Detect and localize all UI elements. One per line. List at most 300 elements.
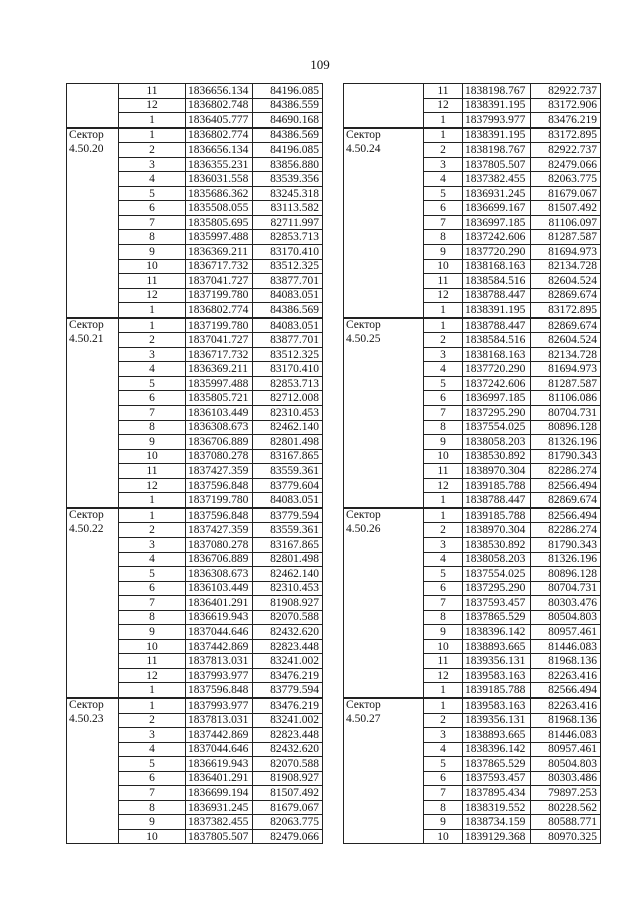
x-coordinate: 1837720.290: [463, 245, 531, 260]
point-number: 11: [119, 84, 186, 99]
point-number: 10: [119, 449, 186, 464]
y-coordinate: 82462.140: [253, 567, 323, 582]
point-number: 8: [424, 230, 463, 245]
table-row: [344, 815, 601, 830]
x-coordinate: 1837199.780: [186, 318, 253, 333]
x-coordinate: 1836401.291: [186, 596, 253, 611]
point-number: 12: [119, 98, 186, 113]
table-row: [67, 639, 323, 654]
x-coordinate: 1837593.457: [463, 596, 531, 611]
sector-number: 4.50.27: [346, 713, 381, 726]
y-coordinate: 83476.219: [253, 668, 323, 683]
table-row: [67, 449, 323, 464]
x-coordinate: 1836997.185: [463, 391, 531, 406]
x-coordinate: 1836802.774: [186, 303, 253, 318]
y-coordinate: 82712.008: [253, 391, 323, 406]
y-coordinate: 82063.775: [531, 172, 601, 187]
point-number: 4: [119, 362, 186, 377]
point-number: 1: [119, 303, 186, 318]
point-number: 3: [424, 157, 463, 172]
table-row: [67, 786, 323, 801]
x-coordinate: 1838530.892: [463, 537, 531, 552]
point-number: 1: [424, 698, 463, 713]
y-coordinate: 81790.343: [531, 449, 601, 464]
y-coordinate: 83512.325: [253, 259, 323, 274]
x-coordinate: 1836619.943: [186, 757, 253, 772]
y-coordinate: 83476.219: [531, 113, 601, 128]
y-coordinate: 84690.168: [253, 113, 323, 128]
y-coordinate: 82479.066: [253, 829, 323, 844]
y-coordinate: 82853.713: [253, 376, 323, 391]
point-number: 12: [119, 288, 186, 303]
y-coordinate: 80588.771: [531, 815, 601, 830]
table-row: [67, 815, 323, 830]
y-coordinate: 82869.674: [531, 318, 601, 333]
x-coordinate: 1839185.788: [463, 478, 531, 493]
x-coordinate: 1837805.507: [186, 829, 253, 844]
y-coordinate: 83245.318: [253, 186, 323, 201]
x-coordinate: 1837442.869: [186, 728, 253, 743]
table-row: [344, 654, 601, 669]
y-coordinate: 83170.410: [253, 245, 323, 260]
x-coordinate: 1836656.134: [186, 143, 253, 158]
table-row: [67, 215, 323, 230]
x-coordinate: 1838396.142: [463, 625, 531, 640]
y-coordinate: 79897.253: [531, 786, 601, 801]
table-row: [67, 274, 323, 289]
x-coordinate: 1837041.727: [186, 333, 253, 348]
point-number: 6: [424, 391, 463, 406]
table-row: [344, 668, 601, 683]
point-number: 1: [424, 128, 463, 143]
y-coordinate: 83167.865: [253, 537, 323, 552]
table-row: [67, 610, 323, 625]
point-number: 2: [424, 333, 463, 348]
y-coordinate: 82134.728: [531, 259, 601, 274]
y-coordinate: 82869.674: [531, 493, 601, 508]
y-coordinate: 81908.927: [253, 596, 323, 611]
point-number: 11: [424, 464, 463, 479]
x-coordinate: 1835508.055: [186, 201, 253, 216]
x-coordinate: 1837865.529: [463, 610, 531, 625]
coordinates-table-left: [66, 83, 323, 844]
table-row: [344, 523, 601, 538]
y-coordinate: 81679.067: [253, 800, 323, 815]
point-number: 6: [119, 771, 186, 786]
table-row: [344, 318, 601, 333]
x-coordinate: 1837442.869: [186, 639, 253, 654]
x-coordinate: 1837382.455: [186, 815, 253, 830]
y-coordinate: 82922.737: [531, 143, 601, 158]
table-row: [344, 728, 601, 743]
point-number: 4: [424, 742, 463, 757]
x-coordinate: 1835805.695: [186, 215, 253, 230]
sector-number: 4.50.24: [346, 142, 381, 155]
table-row: [67, 288, 323, 303]
sector-number: 4.50.21: [69, 332, 104, 345]
point-number: 1: [424, 303, 463, 318]
table-row: [67, 668, 323, 683]
table-row: [344, 406, 601, 421]
point-number: 9: [424, 435, 463, 450]
point-number: 4: [119, 552, 186, 567]
x-coordinate: 1837865.529: [463, 757, 531, 772]
x-coordinate: 1837596.848: [186, 478, 253, 493]
point-number: 10: [424, 449, 463, 464]
x-coordinate: 1837554.025: [463, 567, 531, 582]
point-number: 8: [119, 800, 186, 815]
table-row: [67, 581, 323, 596]
y-coordinate: 83241.002: [253, 713, 323, 728]
y-coordinate: 82479.066: [531, 157, 601, 172]
y-coordinate: 82310.453: [253, 406, 323, 421]
y-coordinate: 84083.051: [253, 493, 323, 508]
point-number: 1: [424, 318, 463, 333]
y-coordinate: 82432.620: [253, 625, 323, 640]
table-row: [344, 552, 601, 567]
table-row: [344, 449, 601, 464]
x-coordinate: 1838198.767: [463, 143, 531, 158]
point-number: 1: [119, 493, 186, 508]
x-coordinate: 1839129.368: [463, 829, 531, 844]
y-coordinate: 84386.559: [253, 98, 323, 113]
point-number: 3: [424, 347, 463, 362]
point-number: 7: [119, 596, 186, 611]
table-row: [67, 157, 323, 172]
point-number: 4: [424, 172, 463, 187]
table-row: [344, 128, 601, 143]
y-coordinate: 82134.728: [531, 347, 601, 362]
x-coordinate: 1836369.211: [186, 362, 253, 377]
point-number: 5: [119, 376, 186, 391]
table-row: [67, 376, 323, 391]
x-coordinate: 1837044.646: [186, 625, 253, 640]
y-coordinate: 82566.494: [531, 683, 601, 698]
x-coordinate: 1836802.774: [186, 128, 253, 143]
y-coordinate: 82801.498: [253, 552, 323, 567]
y-coordinate: 80303.476: [531, 596, 601, 611]
x-coordinate: 1838970.304: [463, 523, 531, 538]
y-coordinate: 81446.083: [531, 728, 601, 743]
y-coordinate: 82853.713: [253, 230, 323, 245]
x-coordinate: 1837593.457: [463, 771, 531, 786]
table-row: [67, 742, 323, 757]
sector-number: 4.50.26: [346, 522, 381, 535]
x-coordinate: 1837554.025: [463, 420, 531, 435]
x-coordinate: 1837993.977: [186, 668, 253, 683]
y-coordinate: 82462.140: [253, 420, 323, 435]
y-coordinate: 81694.973: [531, 362, 601, 377]
table-row: [344, 215, 601, 230]
point-number: 9: [119, 625, 186, 640]
table-row: [67, 435, 323, 450]
table-row: [344, 303, 601, 318]
point-number: 5: [119, 757, 186, 772]
point-number: 6: [424, 581, 463, 596]
x-coordinate: 1838788.447: [463, 288, 531, 303]
x-coordinate: 1836355.231: [186, 157, 253, 172]
x-coordinate: 1839185.788: [463, 508, 531, 523]
y-coordinate: 84196.085: [253, 84, 323, 99]
table-row: [67, 523, 323, 538]
point-number: 2: [424, 523, 463, 538]
x-coordinate: 1838970.304: [463, 464, 531, 479]
x-coordinate: 1838788.447: [463, 493, 531, 508]
x-coordinate: 1836997.185: [463, 215, 531, 230]
table-row: [344, 567, 601, 582]
point-number: 3: [119, 347, 186, 362]
table-row: [344, 639, 601, 654]
x-coordinate: 1839583.163: [463, 668, 531, 683]
table-row: [67, 728, 323, 743]
y-coordinate: 83172.895: [531, 303, 601, 318]
point-number: 7: [119, 406, 186, 421]
table-row: [344, 493, 601, 508]
y-coordinate: 80957.461: [531, 742, 601, 757]
x-coordinate: 1836103.449: [186, 581, 253, 596]
y-coordinate: 81968.136: [531, 654, 601, 669]
x-coordinate: 1837993.977: [186, 698, 253, 713]
point-number: 7: [424, 215, 463, 230]
table-row: [344, 698, 601, 713]
y-coordinate: 82566.494: [531, 478, 601, 493]
y-coordinate: 81507.492: [253, 786, 323, 801]
y-coordinate: 82263.416: [531, 698, 601, 713]
y-coordinate: 83172.906: [531, 98, 601, 113]
table-row: [344, 98, 601, 113]
table-row: [67, 420, 323, 435]
x-coordinate: 1837382.455: [463, 172, 531, 187]
y-coordinate: 82070.588: [253, 757, 323, 772]
table-row: [67, 98, 323, 113]
table-row: [344, 376, 601, 391]
y-coordinate: 83539.356: [253, 172, 323, 187]
y-coordinate: 81287.587: [531, 230, 601, 245]
table-row: [344, 84, 601, 99]
x-coordinate: 1839356.131: [463, 713, 531, 728]
point-number: 6: [119, 391, 186, 406]
point-number: 9: [119, 435, 186, 450]
x-coordinate: 1837720.290: [463, 362, 531, 377]
point-number: 5: [119, 567, 186, 582]
y-coordinate: 84083.051: [253, 318, 323, 333]
table-row: [67, 464, 323, 479]
y-coordinate: 83476.219: [253, 698, 323, 713]
y-coordinate: 81694.973: [531, 245, 601, 260]
y-coordinate: 82711.997: [253, 215, 323, 230]
x-coordinate: 1838058.203: [463, 552, 531, 567]
table-row: [344, 347, 601, 362]
table-row: [344, 230, 601, 245]
y-coordinate: 83170.410: [253, 362, 323, 377]
point-number: 8: [424, 420, 463, 435]
table-row: [67, 552, 323, 567]
y-coordinate: 80303.486: [531, 771, 601, 786]
point-number: 10: [119, 829, 186, 844]
table-row: [67, 128, 323, 143]
point-number: 9: [119, 815, 186, 830]
x-coordinate: 1838788.447: [463, 318, 531, 333]
point-number: 9: [424, 245, 463, 260]
point-number: 11: [424, 274, 463, 289]
point-number: 7: [424, 596, 463, 611]
x-coordinate: 1838391.195: [463, 128, 531, 143]
table-row: [67, 508, 323, 523]
table-row: [344, 596, 601, 611]
sector-label: Сектор: [346, 698, 381, 711]
y-coordinate: 83779.594: [253, 508, 323, 523]
x-coordinate: 1837080.278: [186, 537, 253, 552]
y-coordinate: 82263.416: [531, 668, 601, 683]
table-row: [344, 771, 601, 786]
point-number: 3: [119, 537, 186, 552]
x-coordinate: 1838391.195: [463, 303, 531, 318]
x-coordinate: 1838168.163: [463, 347, 531, 362]
table-row: [67, 698, 323, 713]
y-coordinate: 83559.361: [253, 523, 323, 538]
point-number: 1: [424, 493, 463, 508]
coordinates-table-right: [343, 83, 601, 844]
table-row: [344, 508, 601, 523]
table-row: [67, 230, 323, 245]
table-row: [67, 406, 323, 421]
x-coordinate: 1836717.732: [186, 259, 253, 274]
point-number: 9: [424, 625, 463, 640]
x-coordinate: 1837242.606: [463, 376, 531, 391]
table-row: [67, 757, 323, 772]
sector-number: 4.50.20: [69, 142, 104, 155]
x-coordinate: 1836699.194: [186, 786, 253, 801]
table-row: [344, 435, 601, 450]
table-row: [67, 829, 323, 844]
table-row: [67, 537, 323, 552]
y-coordinate: 82604.524: [531, 274, 601, 289]
table-row: [67, 654, 323, 669]
point-number: 4: [424, 552, 463, 567]
x-coordinate: 1837993.977: [463, 113, 531, 128]
point-number: 12: [424, 668, 463, 683]
point-number: 3: [119, 728, 186, 743]
y-coordinate: 83167.865: [253, 449, 323, 464]
x-coordinate: 1837596.848: [186, 683, 253, 698]
y-coordinate: 83512.325: [253, 347, 323, 362]
y-coordinate: 83877.701: [253, 333, 323, 348]
y-coordinate: 81106.097: [531, 215, 601, 230]
table-row: [67, 201, 323, 216]
sector-number: 4.50.23: [69, 713, 104, 726]
table-row: [67, 347, 323, 362]
point-number: 6: [119, 581, 186, 596]
table-row: [344, 713, 601, 728]
y-coordinate: 83779.594: [253, 683, 323, 698]
x-coordinate: 1836619.943: [186, 610, 253, 625]
x-coordinate: 1837041.727: [186, 274, 253, 289]
point-number: 5: [119, 186, 186, 201]
point-number: 5: [424, 186, 463, 201]
table-row: [67, 143, 323, 158]
point-number: 8: [119, 230, 186, 245]
x-coordinate: 1836717.732: [186, 347, 253, 362]
x-coordinate: 1839185.788: [463, 683, 531, 698]
point-number: 4: [119, 172, 186, 187]
table-row: [344, 581, 601, 596]
y-coordinate: 82070.588: [253, 610, 323, 625]
point-number: 2: [119, 713, 186, 728]
sector-number: 4.50.22: [69, 522, 104, 535]
y-coordinate: 82922.737: [531, 84, 601, 99]
y-coordinate: 82286.274: [531, 523, 601, 538]
x-coordinate: 1837242.606: [463, 230, 531, 245]
x-coordinate: 1838734.159: [463, 815, 531, 830]
point-number: 10: [424, 259, 463, 274]
table-row: [67, 493, 323, 508]
table-row: [67, 84, 323, 99]
y-coordinate: 80970.325: [531, 829, 601, 844]
x-coordinate: 1835805.721: [186, 391, 253, 406]
point-number: 7: [424, 406, 463, 421]
point-number: 12: [424, 98, 463, 113]
sector-number: 4.50.25: [346, 332, 381, 345]
table-row: [67, 567, 323, 582]
point-number: 11: [424, 654, 463, 669]
x-coordinate: 1837199.780: [186, 493, 253, 508]
point-number: 5: [424, 567, 463, 582]
x-coordinate: 1837427.359: [186, 523, 253, 538]
x-coordinate: 1838168.163: [463, 259, 531, 274]
point-number: 6: [424, 771, 463, 786]
y-coordinate: 81446.083: [531, 639, 601, 654]
x-coordinate: 1837895.434: [463, 786, 531, 801]
sector-label: Сектор: [346, 508, 381, 521]
point-number: 4: [119, 742, 186, 757]
table-row: [344, 464, 601, 479]
table-row: [67, 713, 323, 728]
x-coordinate: 1838198.767: [463, 84, 531, 99]
point-number: 5: [424, 376, 463, 391]
table-row: [344, 829, 601, 844]
y-coordinate: 81507.492: [531, 201, 601, 216]
x-coordinate: 1836931.245: [186, 800, 253, 815]
table-row: [67, 771, 323, 786]
table-row: [67, 172, 323, 187]
table-row: [67, 333, 323, 348]
point-number: 8: [424, 800, 463, 815]
y-coordinate: 82432.620: [253, 742, 323, 757]
table-row: [67, 478, 323, 493]
point-number: 12: [424, 478, 463, 493]
y-coordinate: 81287.587: [531, 376, 601, 391]
x-coordinate: 1838396.142: [463, 742, 531, 757]
x-coordinate: 1838391.195: [463, 98, 531, 113]
y-coordinate: 83877.701: [253, 274, 323, 289]
point-number: 10: [424, 829, 463, 844]
point-number: 8: [119, 610, 186, 625]
page-number: 109: [310, 57, 330, 72]
table-row: [67, 362, 323, 377]
y-coordinate: 82604.524: [531, 333, 601, 348]
table-row: [344, 786, 601, 801]
sector-label: Сектор: [69, 698, 104, 711]
y-coordinate: 81968.136: [531, 713, 601, 728]
x-coordinate: 1836706.889: [186, 552, 253, 567]
point-number: 11: [424, 84, 463, 99]
table-row: [344, 274, 601, 289]
x-coordinate: 1836308.673: [186, 567, 253, 582]
point-number: 12: [424, 288, 463, 303]
point-number: 11: [119, 274, 186, 289]
x-coordinate: 1838058.203: [463, 435, 531, 450]
point-number: 12: [119, 668, 186, 683]
